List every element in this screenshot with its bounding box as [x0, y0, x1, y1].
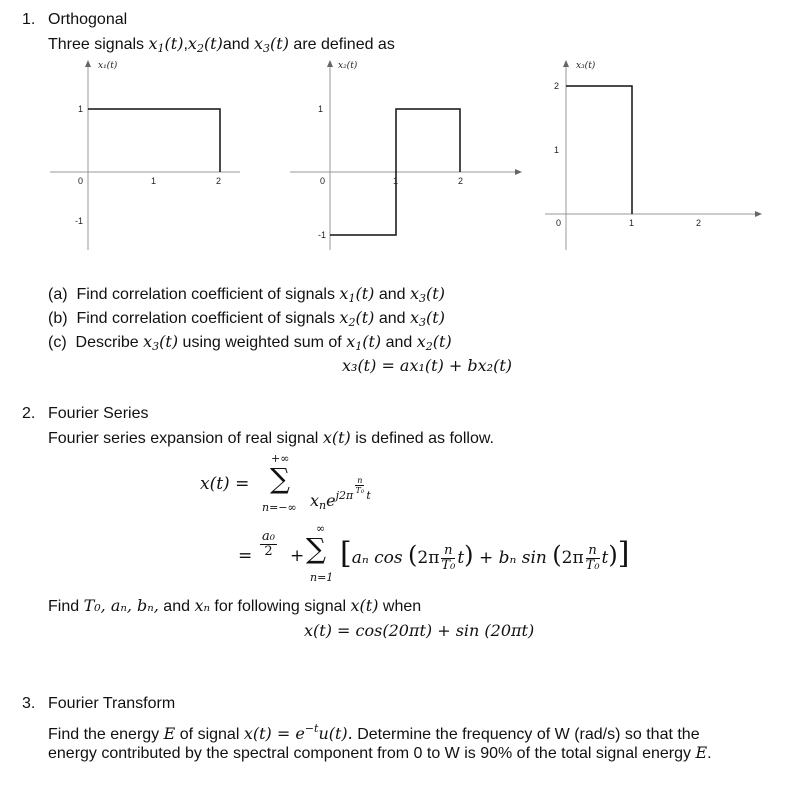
q2-eq2-eq: =: [238, 546, 253, 566]
q2-eq1-sigma: ∑: [270, 462, 290, 495]
q2-eq2-sigma: ∑: [306, 532, 326, 565]
plot-x2-xtick-1: 1: [393, 176, 399, 186]
q2-signal: x(t) = cos(20πt) + sin (20πt): [304, 621, 535, 640]
plot-x3-xtick-2: 2: [696, 218, 702, 228]
plot-x2-label: x₂(t): [338, 61, 358, 71]
q2-eq1-sum-upper: +∞: [271, 452, 290, 465]
q2-find: Find T₀, aₙ, bₙ, and xₙ for following signal x(t) when: [48, 596, 422, 615]
plot-x3-xtick-0: 0: [556, 218, 562, 228]
plot-x1-label: x₁(t): [98, 61, 118, 71]
plot-x3-xtick-1: 1: [629, 218, 635, 228]
q3-line1: Find the energy E of signal $x(t) = e^{-t}u(t)$. Determine the frequency of W (rad/s) so that the: [48, 722, 700, 743]
plot-x1-xtick-0: 0: [78, 176, 84, 186]
q2-number: 2.: [22, 405, 36, 422]
q2-intro: Fourier series expansion of real signal x(t) is defined as follow.: [48, 428, 494, 447]
q1-part-b: (b) Find correlation coefficient of signals $x_2(t)$ and $x_3(t)$: [48, 308, 445, 329]
plot-x3-label: x₃(t): [576, 61, 596, 71]
q2-eq2-body: [aₙ cos (2π $\frac{n}{\text{T₀}}$ t) + bₙ sin (2π $\frac{n}{\text{T₀}}$ t)]: [340, 536, 630, 573]
plot-x2-xtick-2: 2: [458, 176, 464, 186]
q3-line2: energy contributed by the spectral component from 0 to W is 90% of the total signal energy E.: [48, 743, 712, 762]
q3-number: 3.: [22, 695, 36, 712]
plot-x1-ytick-neg1: -1: [75, 216, 84, 226]
q2-eq2-sum-lower: n=1: [310, 571, 334, 584]
q1-equation: x₃(t) = ax₁(t) + bx₂(t): [342, 356, 512, 375]
q1-title: Orthogonal: [48, 11, 128, 28]
q2-eq2-a0-frac: $\frac{\text{a₀}}{2}$: [262, 529, 275, 559]
q1-part-a: (a) Find correlation coefficient of signals $x_1(t)$ and $x_3(t)$: [48, 284, 445, 305]
plot-x3-ytick-1: 1: [554, 145, 560, 155]
q1-intro: Three signals $x_1(t),x_2(t)and$ $x_3(t)$ are defined as: [48, 34, 395, 55]
plot-x3-axes: [545, 60, 762, 250]
q2-eq2-sum-upper: ∞: [316, 522, 326, 535]
q2-title: Fourier Series: [48, 405, 149, 422]
plot-x2-ytick-1: 1: [318, 104, 324, 114]
plot-x2-ytick-neg1: -1: [318, 230, 327, 240]
plot-x3-ytick-2: 2: [554, 81, 560, 91]
plot-x1-xtick-1: 1: [151, 176, 157, 186]
q1-number: 1.: [22, 11, 36, 28]
plot-x1-xtick-2: 2: [216, 176, 222, 186]
q3-title: Fourier Transform: [48, 695, 176, 712]
q2-eq1-lhs: x(t) =: [200, 474, 250, 494]
q2-eq1-sum-lower: n=−∞: [262, 501, 297, 514]
q2-eq1-term: $x_ne^{j2\pi \frac{n}{\text{T₀}} t}$: [310, 476, 371, 512]
q1-part-c: (c) Describe $x_3(t)$ using weighted sum of $x_1(t)$ and $x_2(t)$: [48, 332, 452, 353]
q2-eq2-plus: +: [290, 546, 305, 566]
plot-x3-signal: [566, 86, 632, 214]
plot-x2-xtick-0: 0: [320, 176, 326, 186]
plot-x1-ytick-1: 1: [78, 104, 84, 114]
